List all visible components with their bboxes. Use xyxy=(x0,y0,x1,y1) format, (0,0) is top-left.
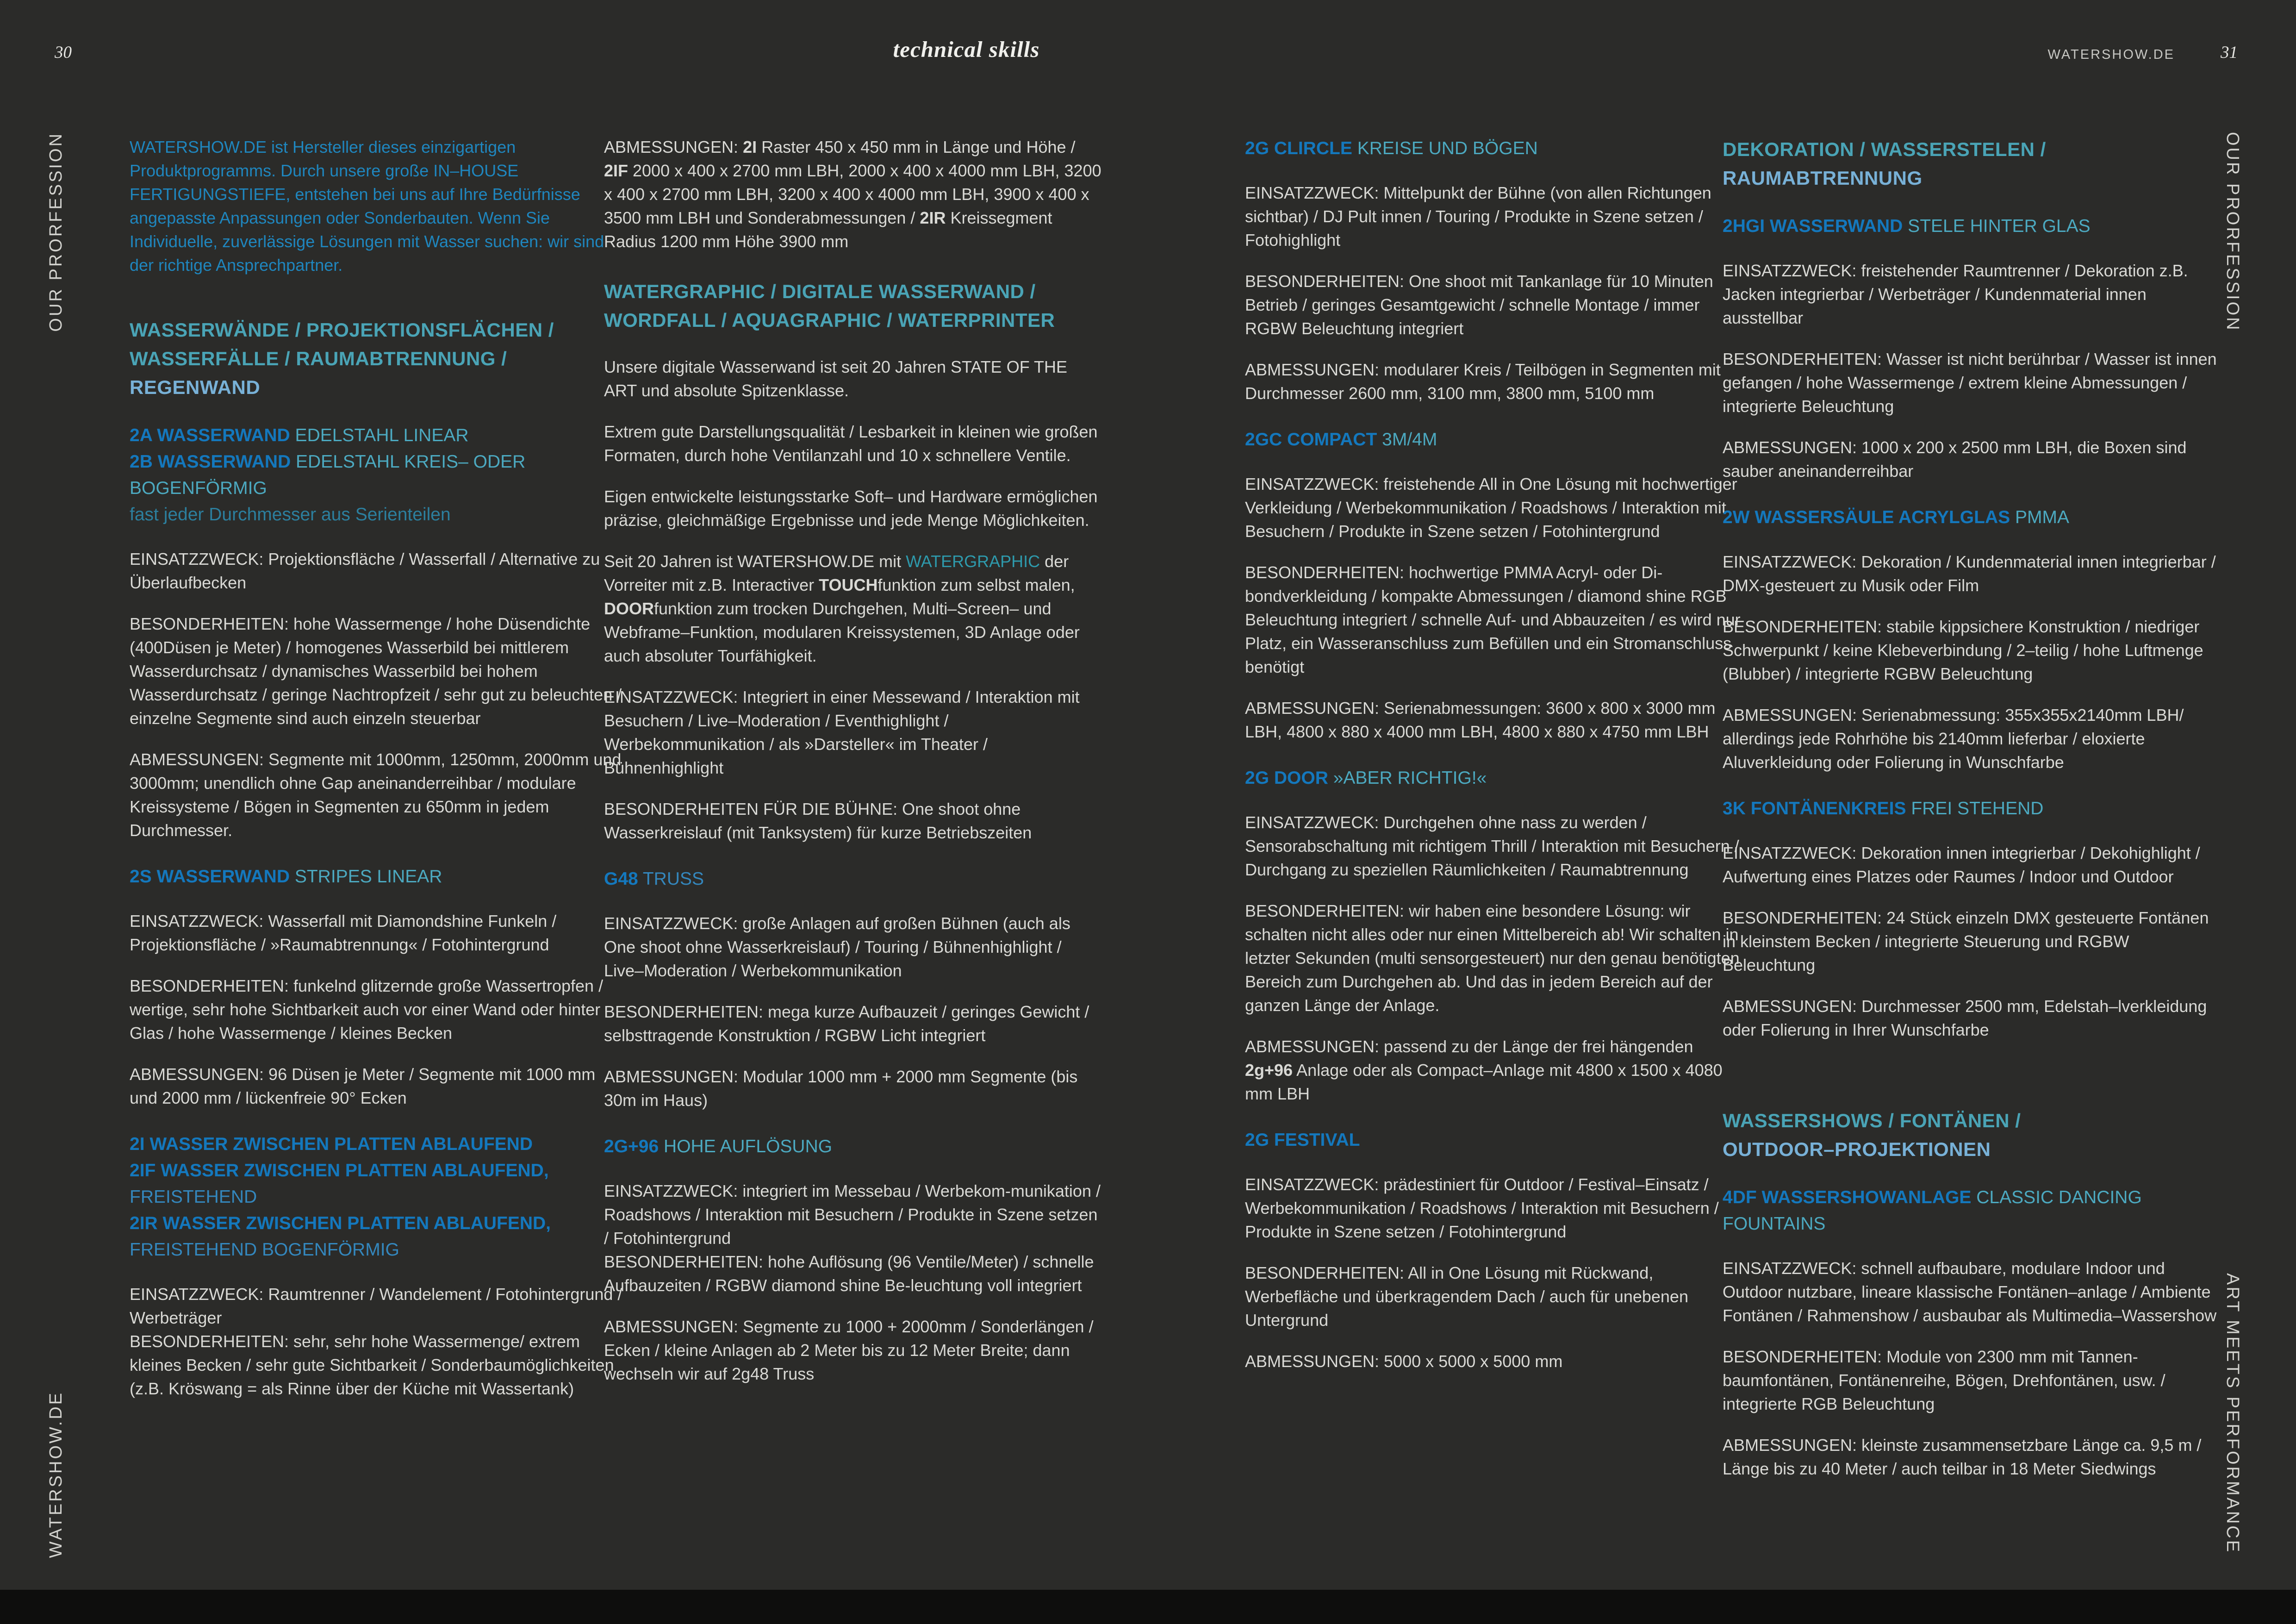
product-heading-line xyxy=(1723,1184,2220,1237)
text-segment: ABMESSUNGEN: Segmente mit 1000mm, 1250mm, 2000mm und 3000mm; unendlich ohne Gap aneinanderreihbar / modulare Kreissysteme / Bögen in Segmenten zu 650mm in jedem Durchmesser. xyxy=(130,750,622,840)
product-heading-text: G48 xyxy=(604,869,638,889)
text-segment: EINSATZZWECK: Raumtrenner / Wandelement / Fotohintergrund / Werbeträger xyxy=(130,1285,622,1327)
product-heading xyxy=(130,863,627,890)
text-segment: BESONDERHEITEN: stabile kippsichere Konstruktion / niedriger Schwerpunkt / keine Klebeverbindung / 2–teilig / hohe Luftmenge (Blubber) / integrierte RGBW Beleuchtung xyxy=(1723,617,2203,683)
product-heading-line xyxy=(1245,426,1742,453)
paragraph xyxy=(130,612,627,730)
column-4 xyxy=(1723,135,2220,1498)
product-heading-line xyxy=(130,501,627,528)
product-heading-line xyxy=(130,863,627,890)
text-segment: BESONDERHEITEN: hohe Auflösung (96 Ventile/Meter) / schnelle Aufbauzeiten / RGBW diamond shine Be-leuchtung voll integriert xyxy=(604,1252,1094,1295)
paragraph xyxy=(604,1065,1101,1112)
paragraph xyxy=(604,135,1101,253)
product-heading-text: 4DF WASSERSHOWANLAGE xyxy=(1723,1187,1972,1207)
paragraph xyxy=(1723,550,2220,597)
product-heading-line xyxy=(1245,1127,1742,1153)
section-heading-line xyxy=(604,306,1101,335)
product-heading xyxy=(1723,213,2220,239)
text-segment: der Vorreiter mit z.B. Interactiver xyxy=(604,552,1069,594)
section-heading-text: WATERGRAPHIC / DIGITALE WASSERWAND / xyxy=(604,281,1036,302)
text-segment: BESONDERHEITEN: hohe Wassermenge / hohe Düsendichte (400Düsen je Meter) / homogenes Wasserbild bei mittlerem Wasserdurchsatz / dynamisches Wasserbild bei hohem Wasserdurchsatz / geringe Nachtropfzeit / sehr gut zu beleuchten / einzelne Segmente sind auch einzeln steuerbar xyxy=(130,614,622,728)
text-segment: ABMESSUNGEN: passend zu der Länge der frei hängenden xyxy=(1245,1037,1693,1056)
product-heading-text: 2S WASSERWAND xyxy=(130,867,290,887)
paragraph xyxy=(604,420,1101,467)
text-segment: WATERSHOW.DE ist Hersteller dieses einzigartigen Produktprogramms. Durch unsere große IN–HOUSE FERTIGUNGSTIEFE, entstehen bei uns auf Ihre Bedürfnisse angepasste Anpassungen oder Sonderbauten. Wenn Sie Individuelle, zuverlässige Lösungen mit Wasser suchen: wir sind der richtige Ansprechpartner. xyxy=(130,137,604,275)
product-heading-line xyxy=(130,1157,627,1184)
paragraph xyxy=(604,485,1101,532)
paragraph xyxy=(130,1377,627,1400)
paragraph xyxy=(1245,358,1742,405)
product-heading-text: »ABER RICHTIG!« xyxy=(1328,768,1487,788)
section-heading-line xyxy=(1723,1135,2220,1164)
product-heading-text: 2A WASSERWAND xyxy=(130,425,290,445)
text-segment: ABMESSUNGEN: Segmente zu 1000 + 2000mm / Sonderlängen / Ecken / kleine Anlagen ab 2 Meter bis zu 12 Meter Breite; dann wechseln wir auf 2g48 Truss xyxy=(604,1317,1094,1383)
paragraph xyxy=(604,550,1101,668)
product-heading-line xyxy=(1245,765,1742,791)
product-heading-text: STRIPES LINEAR xyxy=(290,867,442,887)
sidebar-left-bottom-label: WATERSHOW.DE xyxy=(46,1391,66,1558)
product-heading-text: 2IR WASSER ZWISCHEN PLATTEN ABLAUFEND, xyxy=(130,1213,551,1233)
column-2 xyxy=(604,135,1101,1403)
page-title: technical skills xyxy=(893,37,1040,62)
text-segment: ABMESSUNGEN: Serienabmessung: 355x355x2140mm LBH/ allerdings jede Rohrhöhe bis 2140mm lieferbar / eloxierte Aluverkleidung oder Folierung in Wunschfarbe xyxy=(1723,706,2184,772)
paragraph xyxy=(1245,696,1742,743)
text-segment: 2I xyxy=(743,137,757,156)
paragraph xyxy=(604,797,1101,844)
paragraph xyxy=(1245,561,1742,679)
paragraph xyxy=(1245,811,1742,881)
text-segment: 2g+96 xyxy=(1245,1061,1293,1080)
paragraph xyxy=(1245,1035,1742,1106)
product-heading-line xyxy=(604,1133,1101,1160)
product-heading xyxy=(604,866,1101,892)
section-heading-text: WASSERFÄLLE / RAUMABTRENNUNG / xyxy=(130,348,507,369)
product-heading-line xyxy=(604,866,1101,892)
paragraph xyxy=(604,1250,1101,1297)
product-heading-text: HOHE AUFLÖSUNG xyxy=(659,1137,833,1156)
section-heading xyxy=(130,316,627,402)
section-heading-text: REGENWAND xyxy=(130,376,261,398)
product-heading-text: 2IF WASSER ZWISCHEN PLATTEN ABLAUFEND, xyxy=(130,1161,549,1181)
paragraph xyxy=(130,974,627,1045)
paragraph xyxy=(130,547,627,594)
text-segment: WATERGRAPHIC xyxy=(906,552,1040,571)
section-heading-text: RAUMABTRENNUNG xyxy=(1723,167,1923,189)
product-heading-text: EDELSTAHL KREIS– ODER xyxy=(291,452,526,472)
product-heading-line xyxy=(1245,135,1742,162)
text-segment: 2IR xyxy=(920,208,946,227)
paragraph xyxy=(604,1315,1101,1386)
text-segment: EINSATZZWECK: Integriert in einer Messewand / Interaktion mit Besuchern / Live–Moderation / Eventhighlight / Werbekommunikation / als »Darsteller« im Theater / Bühnenhighlight xyxy=(604,687,1080,777)
text-segment: EINSATZZWECK: prädestiniert für Outdoor / Festival–Einsatz / Werbekommunikation / Roadshows / Interaktion mit Besuchern / Produkte in Szene setzen / Fotohintergrund xyxy=(1245,1175,1719,1241)
product-heading xyxy=(130,1131,627,1263)
text-segment: BESONDERHEITEN: 24 Stück einzeln DMX gesteuerte Fontänen in kleinstem Becken / integrierte Steuerung und RGBW Beleuchtung xyxy=(1723,908,2209,974)
paragraph xyxy=(1245,1261,1742,1332)
paragraph xyxy=(1245,1349,1742,1373)
sidebar-right-bottom-label: ART MEETS PERFORMANCE xyxy=(2223,1273,2242,1554)
paragraph xyxy=(604,912,1101,982)
product-heading-line xyxy=(1723,504,2220,531)
section-heading-text: DEKORATION / WASSERSTELEN / xyxy=(1723,138,2046,160)
paragraph xyxy=(1723,906,2220,977)
paragraph xyxy=(130,1062,627,1110)
paragraph xyxy=(1245,181,1742,252)
product-heading xyxy=(1245,765,1742,791)
text-segment: EINSATZZWECK: freistehende All in One Lösung mit hochwertiger Verkleidung / Werbekommunikation / Roadshows / Interaktion mit Besuchern / Produkte in Szene setzen / Fotohintergrund xyxy=(1245,475,1737,541)
paragraph xyxy=(1723,1345,2220,1416)
section-heading-line xyxy=(130,316,627,344)
text-segment: BESONDERHEITEN FÜR DIE BÜHNE: One shoot ohne Wasserkreislauf (mit Tanksystem) für kurze Betriebszeiten xyxy=(604,800,1032,842)
product-heading-text: FREISTEHEND BOGENFÖRMIG xyxy=(130,1240,399,1260)
product-heading xyxy=(1723,1184,2220,1237)
product-heading-text: 2B WASSERWAND xyxy=(130,452,291,472)
text-segment: ABMESSUNGEN: 1000 x 200 x 2500 mm LBH, die Boxen sind sauber aneinanderreihbar xyxy=(1723,438,2187,481)
paragraph xyxy=(130,909,627,956)
product-heading xyxy=(1245,1127,1742,1153)
text-segment: EINSATZZWECK: Dekoration / Kundenmaterial innen integrierbar / DMX-gesteuert zu Musik oder Film xyxy=(1723,552,2216,595)
product-heading-text: 2G+96 xyxy=(604,1137,659,1156)
text-segment: EINSATZZWECK: schnell aufbaubare, modulare Indoor und Outdoor nutzbare, lineare klassische Fontänen–anlage / Ambiente Fontänen / Rahmenshow / ausbaubar als Multimedia–Wassershow xyxy=(1723,1259,2217,1325)
product-heading-line xyxy=(130,1210,627,1237)
text-segment: DOOR xyxy=(604,599,654,618)
product-heading xyxy=(1245,426,1742,453)
section-heading-text: WASSERWÄNDE / PROJEKTIONSFLÄCHEN / xyxy=(130,319,554,341)
paragraph xyxy=(130,1282,627,1330)
product-heading-text: TRUSS xyxy=(638,869,704,889)
text-segment: BESONDERHEITEN: mega kurze Aufbauzeit / geringes Gewicht / selbsttragende Konstruktion / RGBW Licht integriert xyxy=(604,1002,1089,1045)
text-segment: BESONDERHEITEN: All in One Lösung mit Rückwand, Werbefläche und überkragendem Dach / auch für unebenen Untergrund xyxy=(1245,1263,1688,1330)
paragraph xyxy=(604,355,1101,402)
product-heading-text: FREI STEHEND xyxy=(1906,799,2044,818)
paragraph xyxy=(1723,1433,2220,1480)
product-heading-line xyxy=(130,449,627,475)
text-segment: Seit 20 Jahren ist WATERSHOW.DE mit xyxy=(604,552,906,571)
product-heading-text: 2I WASSER ZWISCHEN PLATTEN ABLAUFEND xyxy=(130,1134,533,1154)
paragraph xyxy=(1723,615,2220,686)
product-heading xyxy=(604,1133,1101,1160)
section-heading xyxy=(1723,1106,2220,1164)
paragraph xyxy=(130,748,627,842)
text-segment: ABMESSUNGEN: Durchmesser 2500 mm, Edelstah–lverkleidung oder Folierung in Ihrer Wunschfarbe xyxy=(1723,997,2207,1039)
text-segment: Anlage oder als Compact–Anlage mit 4800 x 1500 x 4080 mm LBH xyxy=(1245,1061,1723,1103)
text-segment: BESONDERHEITEN: funkelnd glitzernde große Wassertropfen / wertige, sehr hohe Sichtbarkeit auch vor einer Wand oder hinter Glas / hohe Wassermenge / kleines Becken xyxy=(130,976,604,1043)
text-segment: ABMESSUNGEN: xyxy=(604,137,743,156)
text-segment: funktion zum selbst malen, xyxy=(877,575,1075,594)
text-segment: Raster 450 x 450 mm in Länge und Höhe / xyxy=(757,137,1076,156)
section-heading xyxy=(604,277,1101,335)
bottom-bar xyxy=(0,1590,2296,1624)
text-segment: Extrem gute Darstellungsqualität / Lesbarkeit in kleinen wie großen Formaten, durch hohe Ventilanzahl und 10 x schnellere Ventile. xyxy=(604,422,1098,465)
product-heading-line xyxy=(1723,795,2220,822)
product-heading-text: 3K FONTÄNENKREIS xyxy=(1723,799,1906,818)
text-segment: (z.B. Kröswang = als Rinne über der Küche mit Wassertank) xyxy=(130,1379,574,1398)
product-heading-text: KREISE UND BÖGEN xyxy=(1352,138,1538,158)
text-segment: ABMESSUNGEN: Modular 1000 mm + 2000 mm Segmente (bis 30m im Haus) xyxy=(604,1067,1078,1110)
product-heading-line xyxy=(130,1184,627,1210)
text-segment: 2IF xyxy=(604,161,628,180)
product-heading-text: CLASSIC DANCING FOUNTAINS xyxy=(1723,1187,2142,1234)
text-segment: ABMESSUNGEN: kleinste zusammensetzbare Länge ca. 9,5 m / Länge bis zu 40 Meter / auch teilbar in 18 Meter Siedwings xyxy=(1723,1436,2202,1478)
product-heading xyxy=(1723,795,2220,822)
text-segment: EINSATZZWECK: freistehender Raumtrenner / Dekoration z.B. Jacken integrierbar / Werbeträger / Kundenmaterial innen ausstellbar xyxy=(1723,261,2188,327)
paragraph xyxy=(1245,269,1742,340)
page-number-left: 30 xyxy=(55,43,72,62)
paragraph xyxy=(1723,703,2220,774)
product-heading-line xyxy=(130,475,627,501)
product-heading-text: PMMA xyxy=(2010,507,2069,527)
paragraph xyxy=(1723,436,2220,483)
product-heading xyxy=(1245,135,1742,162)
section-heading-line xyxy=(604,277,1101,306)
product-heading-text: EDELSTAHL LINEAR xyxy=(290,425,469,445)
text-segment: BESONDERHEITEN: One shoot mit Tankanlage für 10 Minuten Betrieb / geringes Gesamtgewicht / schnelle Montage / immer RGBW Beleuchtung integriert xyxy=(1245,272,1713,338)
text-segment: BESONDERHEITEN: wir haben eine besondere Lösung: wir schalten nicht alles oder nur einen Mittelbereich ab! Wir schalten in letzter Sekunden (multi sensorgesteuert) nur den genau benötigten Bereich zum Durchgehen ab. Und das in jedem Bereich auf der ganzen Länge der Anlage. xyxy=(1245,901,1740,1015)
sidebar-right-top-label: OUR PRORFESSION xyxy=(2223,132,2242,332)
text-segment: EINSATZZWECK: Projektionsfläche / Wasserfall / Alternative zu Überlaufbecken xyxy=(130,550,600,592)
product-heading-text: BOGENFÖRMIG xyxy=(130,478,267,498)
paragraph xyxy=(1245,472,1742,543)
paragraph xyxy=(130,1330,627,1377)
section-heading-line xyxy=(130,344,627,373)
section-heading-line xyxy=(1723,135,2220,164)
text-segment: ABMESSUNGEN: modularer Kreis / Teilbögen in Segmenten mit Durchmesser 2600 mm, 3100 mm, 3800 mm, 5100 mm xyxy=(1245,360,1721,403)
column-1 xyxy=(130,135,627,1418)
text-segment: Kreissegment Radius 1200 mm Höhe 3900 mm xyxy=(604,208,1052,251)
product-heading-line xyxy=(130,1131,627,1157)
paragraph xyxy=(1723,347,2220,418)
section-heading-text: OUTDOOR–PROJEKTIONEN xyxy=(1723,1138,1991,1160)
section-heading-line xyxy=(1723,164,2220,193)
section-heading-text: WASSERSHOWS / FONTÄNEN / xyxy=(1723,1110,2021,1131)
text-segment: EINSATZZWECK: Wasserfall mit Diamondshine Funkeln / Projektionsfläche / »Raumabtrennung« / Fotohintergrund xyxy=(130,912,557,954)
paragraph xyxy=(604,685,1101,780)
section-heading-line xyxy=(1723,1106,2220,1135)
product-heading-line xyxy=(130,422,627,449)
column-3 xyxy=(1245,135,1742,1391)
text-segment: BESONDERHEITEN: sehr, sehr hohe Wassermenge/ extrem kleines Becken / sehr gute Sichtbarkeit / Sonderbaumöglichkeiten xyxy=(130,1332,614,1374)
text-segment: Unsere digitale Wasserwand ist seit 20 Jahren STATE OF THE ART und absolute Spitzenklasse. xyxy=(604,357,1068,400)
product-heading-text: 2GC COMPACT xyxy=(1245,430,1377,450)
product-heading-line xyxy=(130,1237,627,1263)
paragraph xyxy=(130,135,627,277)
section-heading xyxy=(1723,135,2220,193)
brand-label: WATERSHOW.DE xyxy=(2047,47,2175,62)
paragraph xyxy=(1723,841,2220,888)
sidebar-left-top-label: OUR PRORFESSION xyxy=(46,132,66,332)
text-segment: EINSATZZWECK: integriert im Messebau / Werbekom-munikation / Roadshows / Interaktion mit Besuchern / Produkte in Szene setzen / Fotohintergrund xyxy=(604,1181,1101,1248)
text-segment: BESONDERHEITEN: hochwertige PMMA Acryl- oder Di-bondverkleidung / kompakte Abmessungen / diamond shine RGB Beleuchtung integriert / schnelle Auf- und Abbauzeiten / es wird nur Platz, ein Wasseranschluss zum Befüllen und ein Stromanschluss benötigt xyxy=(1245,563,1741,676)
text-segment: ABMESSUNGEN: Serienabmessungen: 3600 x 800 x 3000 mm LBH, 4800 x 880 x 4000 mm LBH, 4800 x 880 x 4750 mm LBH xyxy=(1245,699,1716,741)
paragraph xyxy=(1723,259,2220,330)
page-number-right: 31 xyxy=(2221,43,2238,62)
product-heading-text: 2G FESTIVAL xyxy=(1245,1130,1360,1150)
product-heading-text: 2G CLIRCLE xyxy=(1245,138,1352,158)
paragraph xyxy=(1245,899,1742,1017)
text-segment: Eigen entwickelte leistungsstarke Soft– und Hardware ermöglichen präzise, gleichmäßige Ergebnisse und jede Menge Möglichkeiten. xyxy=(604,487,1098,530)
text-segment: EINSATZZWECK: Mittelpunkt der Bühne (von allen Richtungen sichtbar) / DJ Pult innen / Touring / Produkte in Szene setzen / Fotohighlight xyxy=(1245,183,1711,250)
text-segment: EINSATZZWECK: Dekoration innen integrierbar / Dekohighlight / Aufwertung eines Platzes oder Raumes / Indoor und Outdoor xyxy=(1723,843,2200,886)
section-heading-line xyxy=(130,373,627,402)
product-heading-text: 3M/4M xyxy=(1377,430,1437,450)
product-heading-text: 2G DOOR xyxy=(1245,768,1328,788)
product-heading-text: STELE HINTER GLAS xyxy=(1903,216,2091,236)
text-segment: ABMESSUNGEN: 96 Düsen je Meter / Segmente mit 1000 mm und 2000 mm / lückenfreie 90° Ecken xyxy=(130,1065,596,1107)
paragraph xyxy=(604,1000,1101,1047)
text-segment: TOUCH xyxy=(819,575,878,594)
text-segment: EINSATZZWECK: große Anlagen auf großen Bühnen (auch als One shoot ohne Wasserkreislauf) / Touring / Bühnenhighlight / Live–Moderation / Werbekommunikation xyxy=(604,914,1070,980)
paragraph xyxy=(604,1179,1101,1250)
text-segment: BESONDERHEITEN: Wasser ist nicht berührbar / Wasser ist innen gefangen / hohe Wassermenge / extrem kleine Abmessungen / integrierte Beleuchtung xyxy=(1723,350,2217,416)
product-heading-text: fast jeder Durchmesser aus Serienteilen xyxy=(130,505,451,525)
text-segment: ABMESSUNGEN: 5000 x 5000 x 5000 mm xyxy=(1245,1352,1563,1371)
product-heading-text: 2HGI WASSERWAND xyxy=(1723,216,1903,236)
text-segment: BESONDERHEITEN: Module von 2300 mm mit Tannen-baumfontänen, Fontänenreihe, Bögen, Drehfontänen, usw. / integrierte RGB Beleuchtung xyxy=(1723,1347,2165,1413)
paragraph xyxy=(1723,1256,2220,1327)
product-heading-text: FREISTEHEND xyxy=(130,1187,257,1207)
product-heading-text: 2W WASSERSÄULE ACRYLGLAS xyxy=(1723,507,2010,527)
text-segment: funktion zum trocken Durchgehen, Multi–Screen– und Webframe–Funktion, modularen Kreissystemen, 3D Anlage oder auch absoluter Tourfähigkeit. xyxy=(604,599,1080,665)
paragraph xyxy=(1245,1173,1742,1243)
product-heading xyxy=(130,422,627,528)
text-segment: EINSATZZWECK: Durchgehen ohne nass zu werden / Sensorabschaltung mit richtigem Thrill / Interaktion mit Besuchern / Durchgang zu speziellen Räumlichkeiten / Raumabtrennung xyxy=(1245,813,1739,879)
paragraph xyxy=(1723,994,2220,1042)
text-segment: 2000 x 400 x 2700 mm LBH, 2000 x 400 x 4000 mm LBH, 3200 x 400 x 2700 mm LBH, 3200 x 400 x 4000 mm LBH, 3900 x 400 x 3500 mm LBH und Sonderabmessungen / xyxy=(604,161,1101,227)
product-heading-line xyxy=(1723,213,2220,239)
section-heading-text: WORDFALL / AQUAGRAPHIC / WATERPRINTER xyxy=(604,309,1055,331)
product-heading xyxy=(1723,504,2220,531)
